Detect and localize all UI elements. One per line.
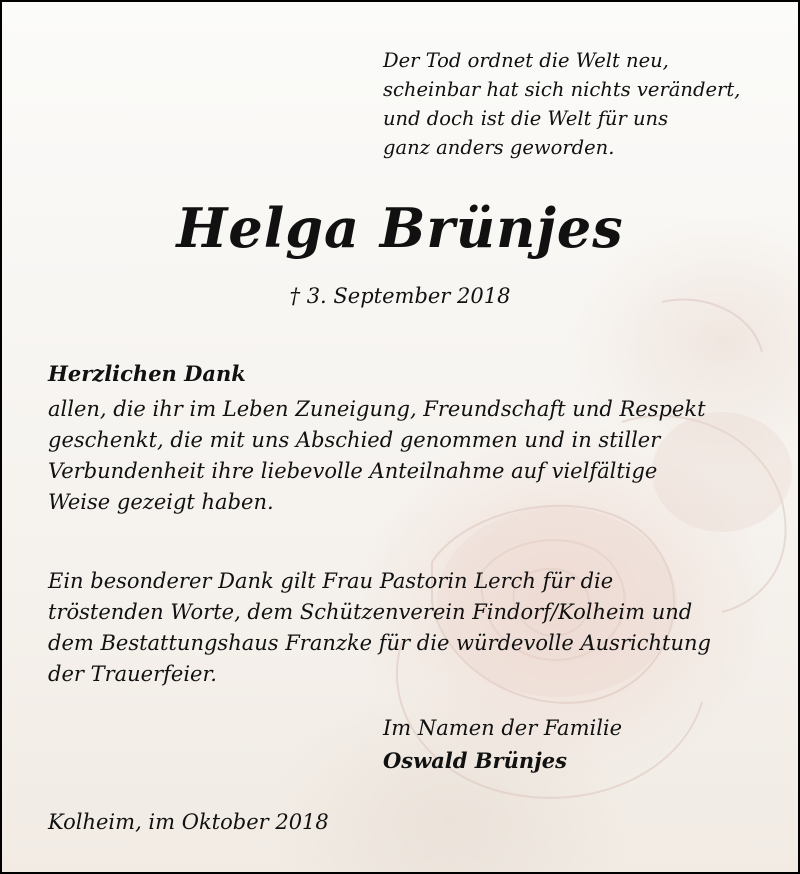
motto-line: scheinbar hat sich nichts verändert,	[383, 78, 741, 101]
special-thanks	[48, 566, 711, 690]
signature-name: Oswald Brünjes	[383, 748, 567, 773]
special-thanks-line: tröstenden Worte, dem Schützenverein Findorf/Kolheim und	[48, 600, 693, 624]
thanks-body	[48, 394, 706, 518]
thanks-heading: Herzlichen Dank	[48, 361, 246, 386]
thanks-line: allen, die ihr im Leben Zuneigung, Freundschaft und Respekt	[48, 397, 706, 421]
special-thanks-line: der Trauerfeier.	[48, 662, 217, 686]
deceased-name: Helga Brünjes	[176, 196, 624, 260]
motto-line: Der Tod ordnet die Welt neu,	[383, 49, 669, 72]
thanks-line: geschenkt, die mit uns Abschied genommen und in stiller	[48, 428, 661, 452]
death-date: † 3. September 2018	[289, 284, 511, 308]
special-thanks-line: dem Bestattungshaus Franzke für die würdevolle Ausrichtung	[48, 631, 711, 655]
place-date: Kolheim, im Oktober 2018	[48, 810, 329, 834]
thanks-line: Weise gezeigt haben.	[48, 490, 274, 514]
thanks-line: Verbundenheit ihre liebevolle Anteilnahme auf vielfältige	[48, 459, 658, 483]
signature-intro: Im Namen der Familie	[383, 716, 623, 740]
motto-verse	[383, 46, 740, 162]
special-thanks-line: Ein besonderer Dank gilt Frau Pastorin Lerch für die	[48, 569, 614, 593]
motto-line: ganz anders geworden.	[383, 136, 615, 159]
motto-line: und doch ist die Welt für uns	[383, 107, 669, 130]
